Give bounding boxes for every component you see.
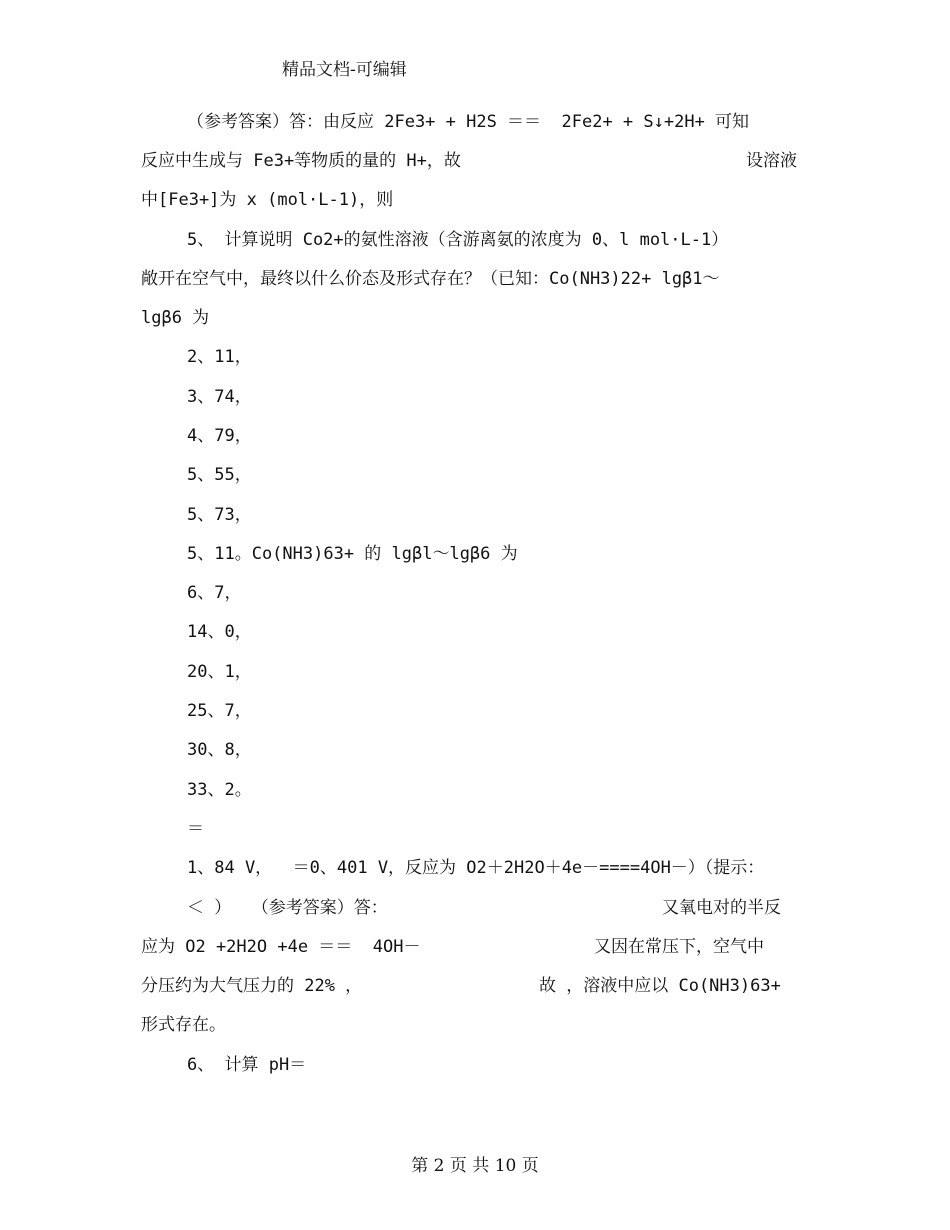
equals-symbol: ＝ <box>187 819 204 839</box>
lg-beta-value: 25、7， <box>187 701 252 721</box>
lg-beta-value: 14、0， <box>187 622 252 642</box>
lg-beta-value: 2、11， <box>187 347 252 367</box>
potential-line-5: 形式存在。 <box>141 1015 226 1035</box>
lg-beta-value: 4、79， <box>187 426 252 446</box>
lg-beta-value: 20、1， <box>187 662 252 682</box>
potential-line-4-right: 故 ，溶液中应以 Co(NH3)63+ <box>539 976 781 996</box>
question-5-line-1: 5、 计算说明 Co2+的氨性溶液（含游离氨的浓度为 0、l mol·L-1） <box>187 230 729 250</box>
potential-line-3: 应为 O2 +2H2O +4e ＝＝ 4OH－ <box>141 937 421 957</box>
lg-beta-value: 6、7， <box>187 583 242 603</box>
answer-line-1: （参考答案）答：由反应 2Fe3+ + H2S ＝＝ 2Fe2+ + S↓+2H+ 可知 <box>187 112 750 132</box>
answer-line-2: 反应中生成与 Fe3+等物质的量的 H+，故 <box>141 151 461 171</box>
question-5-line-3: lgβ6 为 <box>141 308 210 328</box>
potential-line-4: 分压约为大气压力的 22% ， <box>141 976 363 996</box>
lg-beta-value: 5、73， <box>187 505 252 525</box>
potential-line-3-right: 又因在常压下，空气中 <box>594 937 764 957</box>
answer-line-3: 中[Fe3+]为 x (mol·L-1)，则 <box>141 190 394 210</box>
question-5-line-2: 敞开在空气中，最终以什么价态及形式存在？（已知：Co(NH3)22+ lgβ1～ <box>141 269 720 289</box>
answer-line-2-right: 设溶液 <box>746 151 797 171</box>
potential-line-1: 1、84 V， ＝0、401 V，反应为 O2＋2H2O＋4e－====4OH－）（提示： <box>187 858 765 878</box>
potential-line-2-right: 又氧电对的半反 <box>662 898 781 918</box>
lg-beta-value: 33、2。 <box>187 780 252 800</box>
lg-beta-value: 5、55， <box>187 465 252 485</box>
question-6-line: 6、 计算 pH＝ <box>187 1055 307 1075</box>
page-header: 精品文档-可编辑 <box>282 60 407 80</box>
lg-beta-value: 30、8， <box>187 740 252 760</box>
co-nh3-6-line: 5、11。Co(NH3)63+ 的 lgβl～lgβ6 为 <box>187 544 518 564</box>
lg-beta-value: 3、74， <box>187 387 252 407</box>
potential-line-2: ＜ ） （参考答案）答： <box>187 898 388 918</box>
page-footer: 第 2 页 共 10 页 <box>411 1156 539 1176</box>
